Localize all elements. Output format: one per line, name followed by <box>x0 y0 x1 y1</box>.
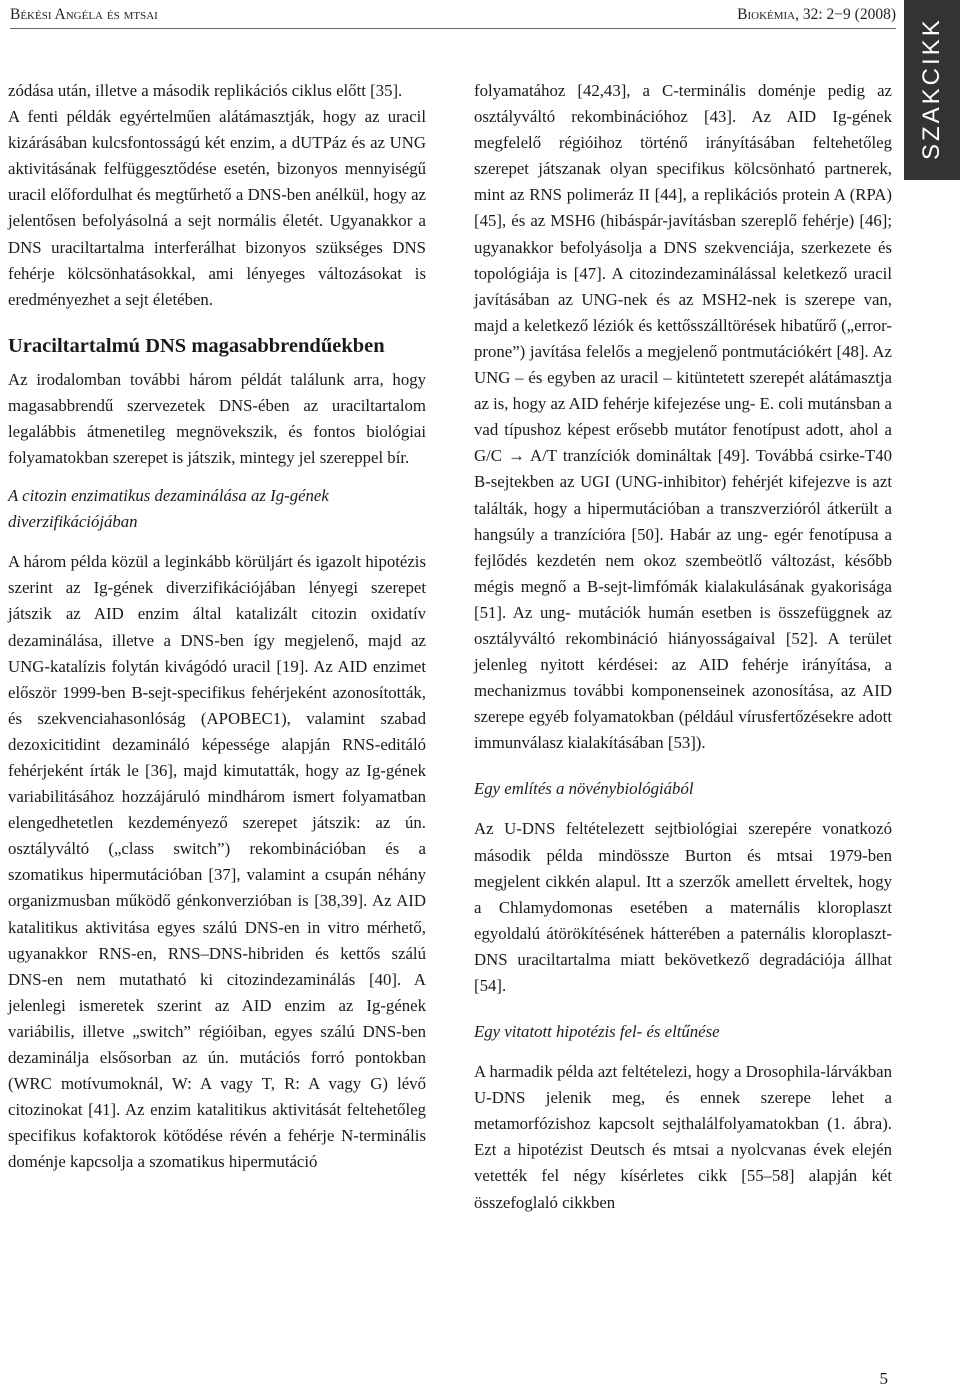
left-paragraph-1: zódása után, illetve a második replikációs ciklus előtt [35]. <box>8 81 403 100</box>
right-paragraph-1: folyamatához [42,43], a C-terminális doménje pedig az osztályváltó rekombinációhoz [43]. Az AID Ig-gének megfelelő régióihoz történő irányításában feltehetőleg szerepet játszanak olyan specifikus kölcsönható partnerek, mint az RNS polimeráz II [44], a replikációs protein A (RPA) [45], és az MSH6 (hibáspár-javításban szereplő fehérje) [46]; ugyanakkor befolyásolja a DNS szekvenciája, szerkezete és topológiája is [47]. A citozindezaminálással keletkező uracil javításában az UNG-nek és az MSH2-nek is szerepe van, majd a keletkező léziók és kettősszálltörések hibatűrő („error-prone”) javítása felelős a megjelenő pontmutációkért [48]. Az UNG – és egyben az uracil – kitüntetett szerepét alátámasztja az is, hogy az AID fehérje kifejezése ung- E. coli mutánsban a vad típushoz képest erősebb mutátor fenotípust adott, ahol a G/C → A/T tranzíciók domináltak [49]. Továbbá csirke-T40 B-sejtekben az UGI (UNG-inhibitor) fehérjét kifejezve is azt találták, hogy a hipermutációban a transzverzióról átkerült a hangsúly a tranzícióra [50]. Habár az ung- egér fenotípusa a fejlődés kezdetén nem okoz szembeötlő változást, később mégis megnő a B-sejt-limfómák kialakulásának gyakorisága [51]. Az ung- mutációk humán esetben is összefüggnek az osztályváltó rekombináció hiányosságaival [52]. A terület jelenleg nyitott kérdései: az AID fehérje irányítása, a mechanizmus további komponenseinek azonosítása, az AID szerepe egyéb folyamatokban (például vírusfertőzésekre adott immunválasz kialakításában [53]). <box>474 81 892 753</box>
subsection-heading-2: Egy említés a növénybiológiából <box>474 779 694 799</box>
left-paragraph-4: A három példa közül a leginkább körüljárt és igazolt hipotézis szerint az Ig-gének diverzifikációjában lényegi szerepet játszik az AID enzim által katalizált citozin oxidatív dezaminálása, illetve a DNS-ben így megjelenő, majd az UNG-katalízis folytán kivágódó uracil [19]. Az AID enzimet először 1999-ben B-sejt-specifikus fehérjeként azonosították, és szekvenciahasonlóság (APOBEC1), valamint szabad dezoxicitidint dezamináló képessége alapján RNS-editáló fehérjeként írták le [36], majd kimutatták, hogy az Ig-gének variabilitásához hozzájáruló mindhárom ismert folyamatban elengedhetetlen kezdeményező szerepet játszik: az ún. osztályváltó („class switch”) rekombinációban és a szomatikus hipermutációban [37], valamint a csupán néhány organizmusban működő génkonverzióban is [38,39]. Az AID katalitikus aktivitása egyes szálú DNS-en in vitro mérhető, ugyanakkor RNS-en, RNS–DNS-hibriden és kettős szálú DNS-en nem mutatható ki citozindezaminálás [40]. A jelenlegi ismeretek szerint az AID enzim az Ig-gének variábilis, illetve „switch” régióiban, egyes szálú DNS-ben dezaminálja elsősorban az ún. mutációs forró pontokban (WRC motívumoknál, W: A vagy T, R: A vagy G) lévő citozinokat [41]. Az enzim katalitikus aktivitását feltehetőleg specifikus kofaktorok kötődése révén a fehérje N-terminális doménje kapcsolja a szomatikus hipermutáció <box>8 552 426 1172</box>
section-tab-label: SZAKCIKK <box>918 17 945 160</box>
left-column <box>8 78 426 1175</box>
running-header <box>10 4 896 29</box>
header-authors: Békési Angéla és mtsai <box>10 6 158 23</box>
subsection-heading-3: Egy vitatott hipotézis fel- és eltűnése <box>474 1022 720 1042</box>
left-paragraph-2: A fenti példák egyértelműen alátámasztják, hogy az uracil kizárásában kulcsfontosságú két enzim, a dUTPáz és az UNG aktivitásának felfüggesztődése esetén, bizonyos mennyiségű uracil előfordulhat és megtűrhető a DNS-ben anélkül, hogy az jelentősen befolyásolná a sejt normális életét. Ugyanakkor a DNS uraciltartalma interferálhat bizonyos szükséges DNS fehérje kölcsönhatásokkal, ami lényeges változásokat is eredményezhet a sejt életében. <box>8 107 426 309</box>
section-tab <box>904 0 960 180</box>
right-paragraph-2: Az U-DNS feltételezett sejtbiológiai szerepére vonatkozó második példa mindössze Burton és mtsai 1979-ben megjelent cikkén alapul. Itt a szerzők amellett érveltek, hogy a Chlamydomonas esetében a maternális kloroplaszt egyoldalú átörökítésének hátterében a paternális kloroplaszt-DNS uraciltartalma miatt bekövetkező degradációja állhat [54]. <box>474 819 892 995</box>
section-heading: Uraciltartalmú DNS magasabbrendűekben <box>8 334 385 357</box>
right-paragraph-3: A harmadik példa azt feltételezi, hogy a Drosophila-lárvákban U-DNS jelenik meg, és ennek szerepe lehet a metamorfózishoz kapcsolt sejthalálfolyamatokban (1. ábra). Ezt a hipotézist Deutsch és mtsai a nyolcvanas évek elején vetették fel négy kísérletes cikk [55–58] alapján két összefoglaló cikkben <box>474 1062 892 1212</box>
page-number: 5 <box>879 1369 888 1388</box>
header-journal: Biokémia, 32: 2−9 (2008) <box>737 6 896 23</box>
left-paragraph-3: Az irodalomban további három példát találunk arra, hogy magasabbrendű szervezetek DNS-ében az uraciltartalom legalábbis átmenetileg megnövekszik, és fontos biológiai folyamatokban szerepet is játszik, mintegy jel szereppel bír. <box>8 369 426 468</box>
right-column <box>474 78 892 1216</box>
subsection-heading-1: A citozin enzimatikus dezaminálása az Ig-gének diverzifikációjában <box>8 486 329 532</box>
